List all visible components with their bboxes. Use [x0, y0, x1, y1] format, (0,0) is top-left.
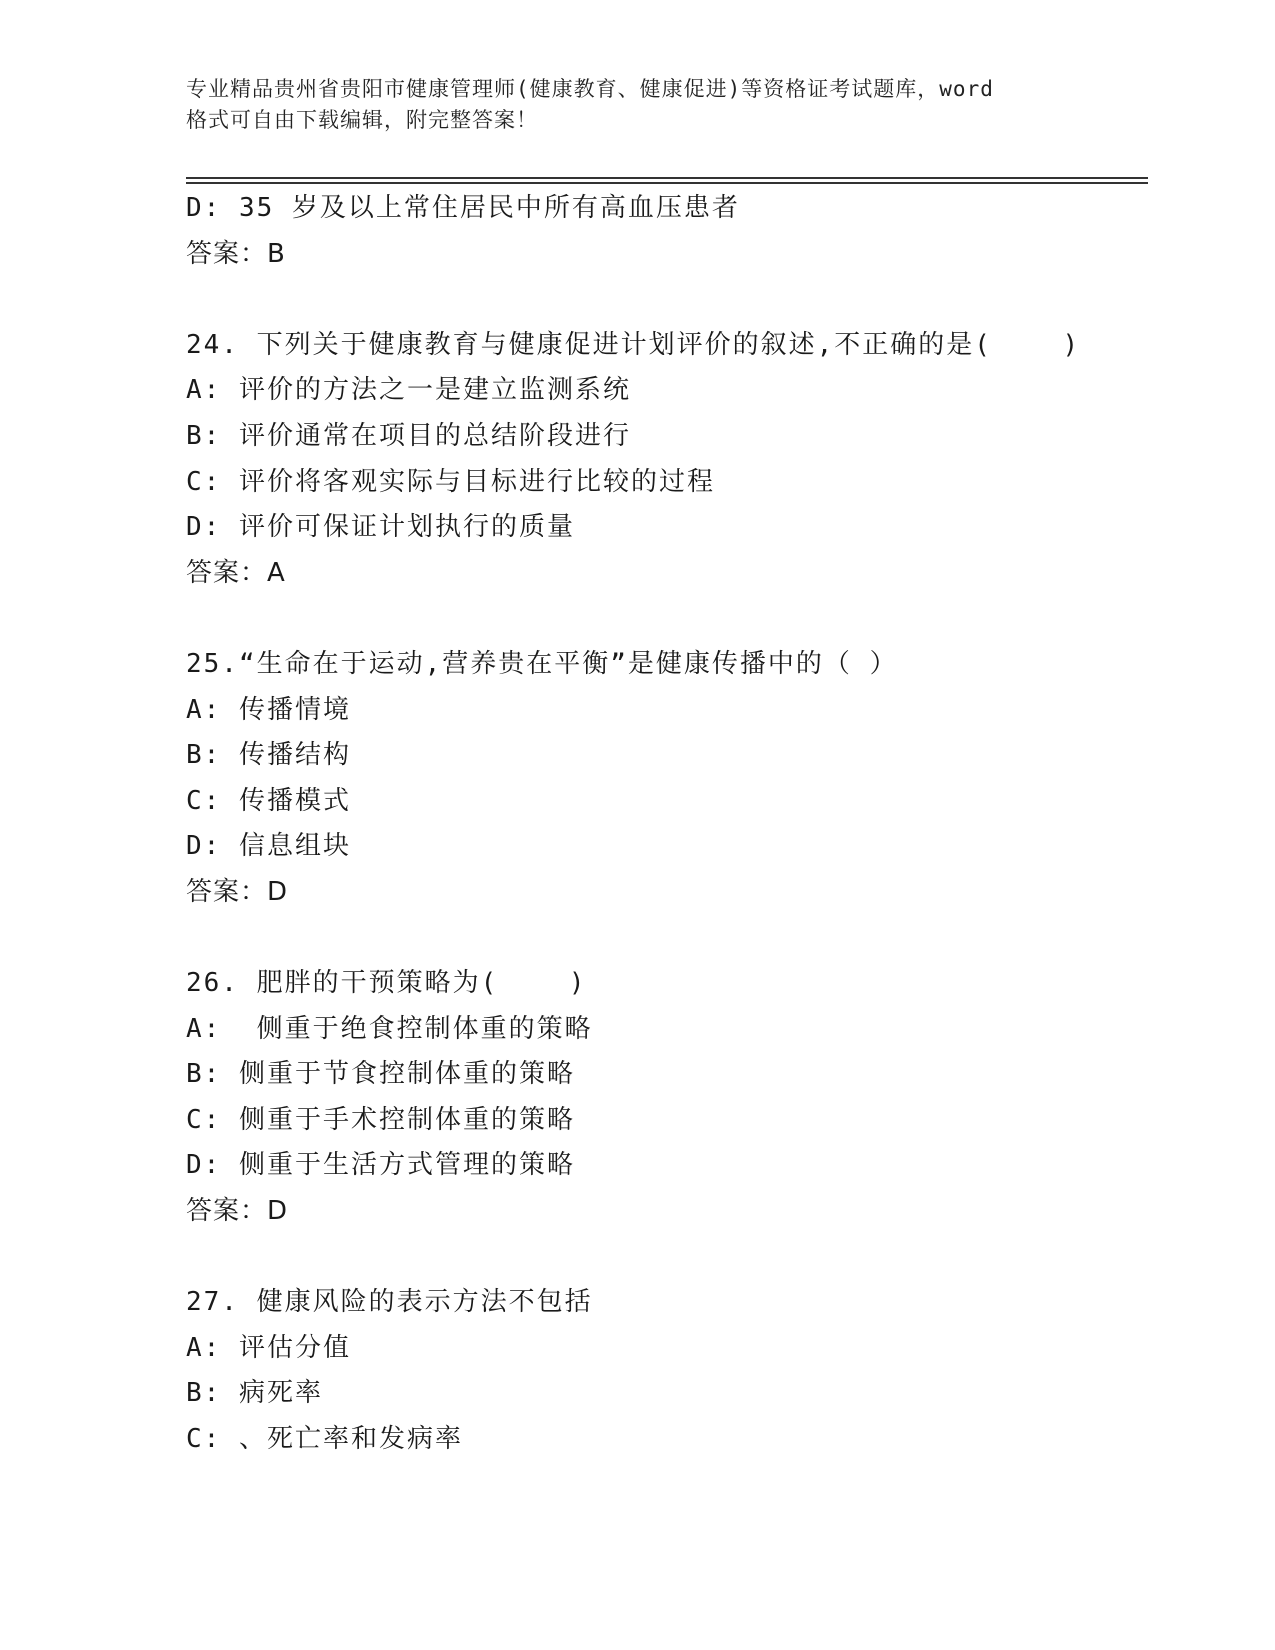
question-text: 24. 下列关于健康教育与健康促进计划评价的叙述,不正确的是( ) [186, 329, 1081, 360]
question-text: 25.“生命在于运动,营养贵在平衡”是健康传播中的（ ） [186, 648, 898, 679]
answer-line: 答案：D [186, 1196, 289, 1227]
question-26 [186, 961, 1146, 1235]
option-c: C: 侧重于手术控制体重的策略 [186, 1104, 575, 1135]
question-spacer [186, 596, 1146, 642]
document-header [186, 74, 1106, 136]
option-a: A: 传播情境 [186, 694, 351, 725]
question-23-tail [186, 186, 1146, 277]
option-a: A: 评价的方法之一是建立监测系统 [186, 375, 631, 406]
answer-line: 答案：D [186, 876, 289, 907]
option-d: D: 35 岁及以上常住居民中所有高血压患者 [186, 193, 740, 223]
option-b: B: 侧重于节食控制体重的策略 [186, 1059, 575, 1090]
question-spacer [186, 277, 1146, 323]
question-text: 27. 健康风险的表示方法不包括 [186, 1287, 593, 1318]
question-spacer [186, 1235, 1146, 1281]
header-line-2: 格式可自由下载编辑，附完整答案！ [186, 108, 538, 132]
question-25 [186, 642, 1146, 916]
option-c: C: 传播模式 [186, 785, 351, 816]
option-b: B: 传播结构 [186, 740, 351, 771]
answer-line: 答案：B [186, 238, 286, 269]
option-c: C: 、死亡率和发病率 [186, 1424, 463, 1455]
header-line-1: 专业精品贵州省贵阳市健康管理师(健康教育、健康促进)等资格证考试题库，word [186, 77, 994, 101]
option-b: B: 评价通常在项目的总结阶段进行 [186, 420, 631, 451]
question-spacer [186, 916, 1146, 962]
question-24 [186, 323, 1146, 597]
question-text: 26. 肥胖的干预策略为( ) [186, 968, 587, 999]
option-a: A: 评估分值 [186, 1332, 351, 1363]
question-27 [186, 1280, 1146, 1462]
option-a: A: 侧重于绝食控制体重的策略 [186, 1013, 593, 1044]
option-d: D: 侧重于生活方式管理的策略 [186, 1150, 575, 1181]
question-list [186, 186, 1146, 1463]
answer-line: 答案：A [186, 557, 286, 588]
option-c: C: 评价将客观实际与目标进行比较的过程 [186, 466, 715, 497]
option-d: D: 评价可保证计划执行的质量 [186, 512, 575, 543]
header-divider-top [186, 177, 1148, 179]
option-b: B: 病死率 [186, 1378, 323, 1409]
option-d: D: 信息组块 [186, 831, 351, 862]
header-divider-bottom [186, 182, 1148, 184]
